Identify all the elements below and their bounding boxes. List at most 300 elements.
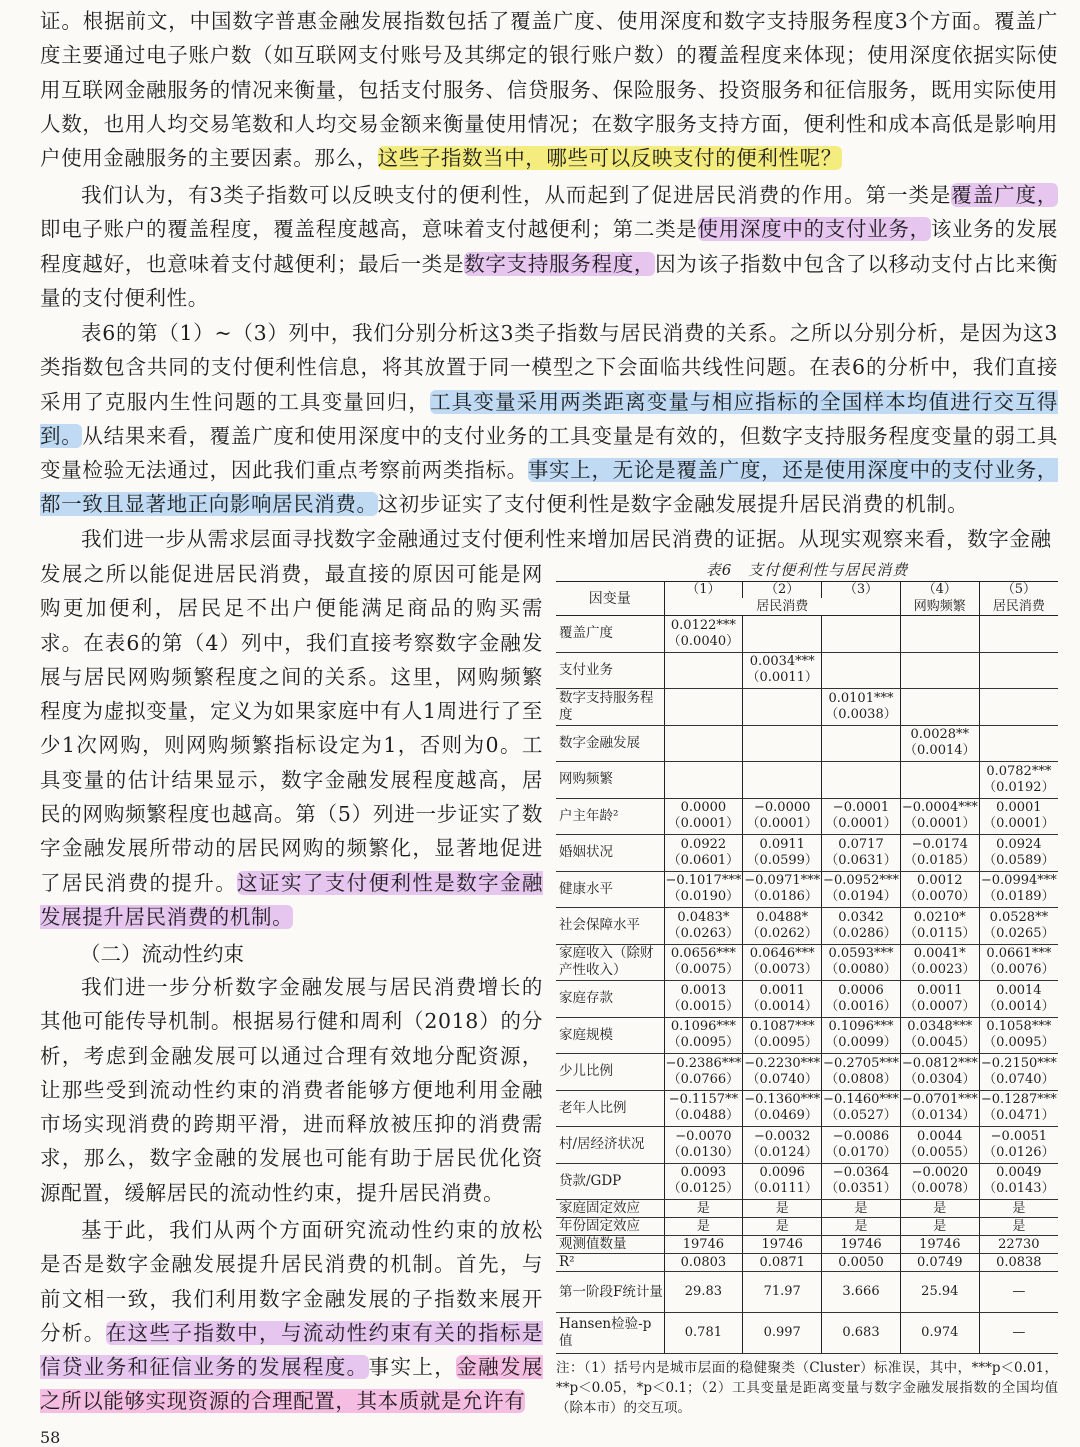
col-num: （5） bbox=[979, 582, 1058, 599]
table-cell bbox=[664, 616, 743, 653]
standard-error: （0.0124） bbox=[746, 1144, 818, 1160]
table-cell bbox=[822, 689, 901, 726]
coefficient: 0.0101*** bbox=[828, 690, 894, 706]
standard-error: （0.0130） bbox=[667, 1144, 740, 1160]
coefficient: −0.2230*** bbox=[744, 1055, 821, 1071]
standard-error: （0.0014） bbox=[904, 743, 976, 759]
paragraph-4: 我们进一步从需求层面寻找数字金融通过支付便利性来增加居民消费的证据。从现实观察来看，数字金融 bbox=[81, 527, 1052, 551]
standard-error: （0.0055） bbox=[904, 1144, 976, 1160]
table-cell bbox=[822, 908, 901, 945]
table-cell bbox=[664, 725, 743, 762]
table-cell: 0.0050 bbox=[822, 1254, 901, 1272]
standard-error: （0.0016） bbox=[825, 998, 897, 1014]
standard-error: （0.0076） bbox=[983, 962, 1055, 978]
table-cell: 25.94 bbox=[900, 1272, 979, 1313]
table-cell bbox=[900, 689, 979, 726]
table-cell: 是 bbox=[743, 1200, 822, 1218]
table-row bbox=[556, 1236, 1058, 1254]
text: 从结果来看，覆盖广度和使用深度中的支付业务的工具变量是有效的，但数字支持服务程度变量的弱工具变量检验无法通过，因此我们重点考察前两类指标。 bbox=[40, 423, 1058, 483]
standard-error: （0.0766） bbox=[667, 1071, 740, 1087]
highlight-blue: 工具变量采用两类距离变量与相应指标的全国样本均值进行交互得到。 bbox=[40, 389, 1058, 448]
coefficient: 0.1058*** bbox=[986, 1019, 1052, 1035]
row-label: 网购频繁 bbox=[556, 762, 664, 799]
table-cell bbox=[822, 798, 901, 835]
coefficient: −0.2386*** bbox=[665, 1055, 742, 1071]
table-cell bbox=[822, 981, 901, 1018]
text: 基于此，我们从两个方面研究流动性约束的放松是否是数字金融发展提升居民消费的机制。首先，与前文相一致，我们利用数字金融发展的子指数来展开分析。 bbox=[40, 1218, 543, 1345]
table-cell bbox=[664, 762, 743, 799]
row-label: 年份固定效应 bbox=[556, 1218, 664, 1236]
table-row bbox=[556, 1127, 1058, 1164]
coefficient: 0.0013 bbox=[680, 982, 727, 998]
coefficient: −0.0051 bbox=[990, 1128, 1048, 1144]
table-cell bbox=[743, 981, 822, 1018]
row-label: 户主年龄² bbox=[556, 798, 664, 835]
row-label: 观测值数量 bbox=[556, 1236, 664, 1254]
table-cell bbox=[664, 1017, 743, 1054]
table-cell bbox=[900, 908, 979, 945]
table-cell bbox=[979, 981, 1058, 1018]
table-cell bbox=[900, 762, 979, 799]
table-cell bbox=[822, 762, 901, 799]
table-cell: 19746 bbox=[822, 1236, 901, 1254]
standard-error: （0.0194） bbox=[825, 889, 897, 905]
standard-error: （0.0040） bbox=[667, 633, 740, 649]
coefficient: −0.0701*** bbox=[901, 1092, 978, 1108]
table-row bbox=[556, 798, 1058, 835]
row-label: 社会保障水平 bbox=[556, 908, 664, 945]
table-cell bbox=[900, 1163, 979, 1200]
table-6 bbox=[556, 559, 1058, 1354]
standard-error: （0.0011） bbox=[746, 670, 818, 686]
standard-error: （0.0351） bbox=[825, 1181, 897, 1197]
coefficient: −0.1360*** bbox=[744, 1092, 821, 1108]
coefficient: −0.0812*** bbox=[901, 1055, 978, 1071]
standard-error: （0.0095） bbox=[667, 1035, 740, 1051]
coefficient: 0.0049 bbox=[996, 1165, 1042, 1181]
col-num: （3） bbox=[822, 582, 901, 599]
table-cell bbox=[743, 835, 822, 872]
table-cell bbox=[743, 762, 822, 799]
table-cell bbox=[979, 616, 1058, 653]
table-cell bbox=[979, 652, 1058, 689]
table-caption: 表6 支付便利性与居民消费 bbox=[705, 561, 909, 579]
table-cell bbox=[743, 871, 822, 908]
standard-error: （0.0527） bbox=[825, 1108, 897, 1124]
table-cell bbox=[900, 981, 979, 1018]
dep-group: 居民消费 bbox=[664, 598, 900, 616]
coefficient: −0.0020 bbox=[911, 1165, 968, 1181]
table-cell bbox=[979, 798, 1058, 835]
coefficient: 0.0000 bbox=[680, 800, 727, 816]
table-cell bbox=[664, 1163, 743, 1200]
coefficient: −0.1460*** bbox=[823, 1092, 899, 1108]
table-cell bbox=[822, 725, 901, 762]
coefficient: −0.0000 bbox=[754, 800, 811, 816]
standard-error: （0.0007） bbox=[904, 998, 976, 1014]
table-cell bbox=[822, 944, 901, 981]
coefficient: 0.0034*** bbox=[749, 654, 815, 670]
row-label: 老年人比例 bbox=[556, 1090, 664, 1127]
table-cell: 是 bbox=[979, 1218, 1058, 1236]
standard-error: （0.0286） bbox=[825, 925, 897, 941]
table-cell bbox=[979, 689, 1058, 726]
standard-error: （0.0014） bbox=[983, 998, 1055, 1014]
row-label: 数字金融发展 bbox=[556, 725, 664, 762]
table-cell bbox=[664, 652, 743, 689]
standard-error: （0.0190） bbox=[667, 889, 740, 905]
coefficient: −0.0971*** bbox=[744, 873, 821, 889]
table-cell bbox=[822, 616, 901, 653]
standard-error: （0.0263） bbox=[667, 925, 740, 941]
table-cell bbox=[979, 725, 1058, 762]
col-num: （2） bbox=[743, 582, 822, 599]
table-cell: 是 bbox=[743, 1218, 822, 1236]
standard-error: （0.0185） bbox=[904, 852, 976, 868]
table-cell: — bbox=[979, 1272, 1058, 1313]
table-cell: 是 bbox=[822, 1200, 901, 1218]
row-label: 家庭存款 bbox=[556, 981, 664, 1018]
standard-error: （0.0095） bbox=[746, 1035, 818, 1051]
standard-error: （0.0075） bbox=[667, 962, 740, 978]
table-cell: 是 bbox=[900, 1218, 979, 1236]
table-cell bbox=[900, 1090, 979, 1127]
row-label: 家庭规模 bbox=[556, 1017, 664, 1054]
table-cell bbox=[900, 835, 979, 872]
table-cell bbox=[664, 871, 743, 908]
coefficient: 0.0014 bbox=[996, 982, 1042, 998]
standard-error: （0.0601） bbox=[667, 852, 740, 868]
coefficient: 0.0001 bbox=[996, 800, 1042, 816]
text: 即电子账户的覆盖程度，覆盖程度越高，意味着支付越便利；第二类是 bbox=[40, 217, 698, 242]
table-cell: 0.0749 bbox=[900, 1254, 979, 1272]
coefficient: 0.0717 bbox=[838, 836, 884, 852]
row-label: 覆盖广度 bbox=[556, 616, 664, 653]
highlight-purple: 这证实了支付便利性是数字金融发展提升居民消费的机制。 bbox=[40, 870, 543, 929]
standard-error: （0.0001） bbox=[825, 816, 897, 832]
coefficient: 0.0028** bbox=[910, 727, 970, 743]
coefficient: 0.0922 bbox=[680, 836, 727, 852]
table-cell bbox=[822, 1090, 901, 1127]
table-cell bbox=[900, 871, 979, 908]
coefficient: 0.0488* bbox=[756, 909, 809, 925]
table-cell bbox=[900, 798, 979, 835]
coefficient: 0.0646*** bbox=[749, 946, 815, 962]
col-num: （4） bbox=[900, 582, 979, 599]
table-cell: — bbox=[979, 1313, 1058, 1354]
standard-error: （0.0115） bbox=[904, 925, 976, 941]
standard-error: （0.0073） bbox=[746, 962, 818, 978]
coefficient: −0.2150*** bbox=[980, 1055, 1057, 1071]
table-cell bbox=[979, 1090, 1058, 1127]
table-cell bbox=[822, 1054, 901, 1091]
table-cell: 0.0803 bbox=[664, 1254, 743, 1272]
table-cell bbox=[900, 1017, 979, 1054]
standard-error: （0.0038） bbox=[825, 706, 897, 722]
standard-error: （0.0192） bbox=[983, 779, 1055, 795]
standard-error: （0.0808） bbox=[825, 1071, 897, 1087]
coefficient: 0.1096*** bbox=[670, 1019, 736, 1035]
table-cell: 29.83 bbox=[664, 1272, 743, 1313]
dep-group: 居民消费 bbox=[979, 598, 1058, 616]
table-cell bbox=[979, 1127, 1058, 1164]
standard-error: （0.0134） bbox=[904, 1108, 976, 1124]
table-row bbox=[556, 981, 1058, 1018]
table-row bbox=[556, 1054, 1058, 1091]
table-cell bbox=[822, 1163, 901, 1200]
coefficient: 0.1087*** bbox=[749, 1019, 815, 1035]
standard-error: （0.0001） bbox=[904, 816, 976, 832]
row-label: 婚姻状况 bbox=[556, 835, 664, 872]
paragraph-3 bbox=[40, 316, 1058, 522]
table-cell bbox=[822, 1127, 901, 1164]
coefficient: −0.0364 bbox=[832, 1165, 890, 1181]
table-cell bbox=[900, 944, 979, 981]
table-cell bbox=[743, 1017, 822, 1054]
standard-error: （0.0080） bbox=[825, 962, 897, 978]
text: 这初步证实了支付便利性是数字金融发展提升居民消费的机制。 bbox=[377, 492, 969, 517]
coefficient: −0.1017*** bbox=[665, 873, 742, 889]
table-cell bbox=[743, 908, 822, 945]
table-cell: 19746 bbox=[743, 1236, 822, 1254]
coefficient: −0.1157** bbox=[668, 1092, 739, 1108]
table-row bbox=[556, 1254, 1058, 1272]
paragraph-4-continued bbox=[40, 557, 543, 934]
table-cell bbox=[664, 689, 743, 726]
coefficient: 0.0093 bbox=[680, 1165, 727, 1181]
standard-error: （0.0111） bbox=[746, 1181, 818, 1197]
table-row bbox=[556, 689, 1058, 726]
coefficient: 0.0782*** bbox=[986, 763, 1052, 779]
row-label: 支付业务 bbox=[556, 652, 664, 689]
row-label: 贷款/GDP bbox=[556, 1163, 664, 1200]
table-cell bbox=[743, 1090, 822, 1127]
row-label: 家庭固定效应 bbox=[556, 1200, 664, 1218]
table-cell bbox=[743, 1163, 822, 1200]
table-row bbox=[556, 835, 1058, 872]
standard-error: （0.0189） bbox=[983, 889, 1055, 905]
page-number: 58 bbox=[40, 1428, 61, 1447]
highlight-purple: 使用深度中的支付业务， bbox=[697, 217, 931, 242]
coefficient: −0.0086 bbox=[832, 1128, 890, 1144]
table-cell bbox=[979, 1017, 1058, 1054]
paragraph-5: 我们进一步分析数字金融发展与居民消费增长的其他可能传导机制。根据易行健和周利（2018）的分析，考虑到金融发展可以通过合理有效地分配资源，让那些受到流动性约束的消费者能够方便地利用金融市场实现消费的跨期平滑，进而释放被压抑的消费需求，那么，数字金融的发展也可能有助于居民优化资源配置，缓解居民的流动性约束，提升居民消费。 bbox=[40, 975, 543, 1205]
table-cell: 0.683 bbox=[822, 1313, 901, 1354]
coefficient: −0.0032 bbox=[754, 1128, 811, 1144]
coefficient: −0.0994*** bbox=[980, 873, 1057, 889]
table-cell bbox=[664, 798, 743, 835]
table-row bbox=[556, 1313, 1058, 1354]
text: 该业务的发展程度越好，也意味着支付越便利；最后一类是 bbox=[40, 217, 1058, 276]
text: 证。根据前文，中国数字普惠金融发展指数包括了覆盖广度、使用深度和数字支持服务程度3个方面。覆盖广度主要通过电子账户数（如互联网支付账号及其绑定的银行账户数）的覆盖程度来体现；使用深度依据实际使用互联网金融服务的情况来衡量，包括支付服务、信贷服务、保险服务、投资服务和征信服务，既用实际使用人数，也用人均交易笔数和人均交易金额来衡量使用情况；在数字服务支持方面，便利性和成本高低是影响用户使用金融服务的主要因素。那么， bbox=[40, 9, 1058, 171]
table-row bbox=[556, 908, 1058, 945]
table-cell bbox=[664, 1090, 743, 1127]
table-cell: 是 bbox=[664, 1218, 743, 1236]
coefficient: −0.0070 bbox=[675, 1128, 732, 1144]
col-num: （1） bbox=[664, 582, 743, 599]
table-cell: 71.97 bbox=[743, 1272, 822, 1313]
table-row bbox=[556, 1090, 1058, 1127]
coefficient: 0.0924 bbox=[996, 836, 1042, 852]
paragraph-2 bbox=[40, 178, 1058, 315]
table-cell bbox=[822, 1017, 901, 1054]
coefficient: 0.1096*** bbox=[828, 1019, 894, 1035]
row-label: 少儿比例 bbox=[556, 1054, 664, 1091]
standard-error: （0.0001） bbox=[983, 816, 1055, 832]
coefficient: 0.0911 bbox=[759, 836, 805, 852]
coefficient: 0.0041* bbox=[913, 946, 966, 962]
standard-error: （0.0126） bbox=[983, 1144, 1055, 1160]
standard-error: （0.0471） bbox=[983, 1108, 1055, 1124]
row-label: 第一阶段F统计量 bbox=[556, 1272, 664, 1313]
table-cell bbox=[979, 835, 1058, 872]
table-cell bbox=[979, 1054, 1058, 1091]
table-cell bbox=[900, 1054, 979, 1091]
standard-error: （0.0095） bbox=[983, 1035, 1055, 1051]
table-row bbox=[556, 725, 1058, 762]
coefficient: 0.0348*** bbox=[907, 1019, 973, 1035]
table-cell bbox=[664, 835, 743, 872]
table-cell bbox=[822, 652, 901, 689]
row-label: Hansen检验-p值 bbox=[556, 1313, 664, 1354]
table-cell: 0.997 bbox=[743, 1313, 822, 1354]
table-row bbox=[556, 762, 1058, 799]
paragraph-1 bbox=[40, 4, 1058, 175]
paragraph-6 bbox=[40, 1213, 543, 1419]
table-row bbox=[556, 616, 1058, 653]
coefficient: 0.0096 bbox=[759, 1165, 805, 1181]
standard-error: （0.0265） bbox=[983, 925, 1055, 941]
table-cell bbox=[664, 944, 743, 981]
table-cell bbox=[900, 652, 979, 689]
text: 因为该子指数中包含了以移动支付占比来衡量的支付便利性。 bbox=[40, 251, 1059, 310]
table-cell bbox=[664, 908, 743, 945]
coefficient: 0.0342 bbox=[838, 909, 884, 925]
standard-error: （0.0740） bbox=[983, 1071, 1055, 1087]
table-row bbox=[556, 652, 1058, 689]
table-cell bbox=[743, 1054, 822, 1091]
coefficient: 0.0006 bbox=[838, 982, 884, 998]
table-cell bbox=[743, 616, 822, 653]
dep-var-header: 因变量 bbox=[556, 582, 664, 616]
highlight-blue: 事实上，无论是覆盖广度，还是使用深度中的支付业务，都一致且显著地正向影响居民消费。 bbox=[40, 458, 1058, 517]
coefficient: −0.1287*** bbox=[980, 1092, 1057, 1108]
table-cell bbox=[743, 1127, 822, 1164]
table-cell bbox=[979, 908, 1058, 945]
table-cell: 0.0838 bbox=[979, 1254, 1058, 1272]
table-cell bbox=[979, 762, 1058, 799]
row-label: 家庭收入（除财产性收入） bbox=[556, 944, 664, 981]
highlight-purple: 覆盖广度， bbox=[951, 183, 1059, 207]
coefficient: 0.0661*** bbox=[986, 946, 1052, 962]
standard-error: （0.0631） bbox=[825, 852, 897, 868]
standard-error: （0.0045） bbox=[904, 1035, 976, 1051]
table-cell: 是 bbox=[822, 1218, 901, 1236]
row-label: 数字支持服务程度 bbox=[556, 689, 664, 726]
table-cell bbox=[743, 689, 822, 726]
standard-error: （0.0469） bbox=[746, 1108, 818, 1124]
standard-error: （0.0001） bbox=[667, 816, 740, 832]
text: 我们认为，有3类子指数可以反映支付的便利性，从而起到了促进居民消费的作用。第一类是 bbox=[81, 183, 952, 207]
standard-error: （0.0125） bbox=[667, 1181, 740, 1197]
row-label: 村/居经济状况 bbox=[556, 1127, 664, 1164]
table-row bbox=[556, 871, 1058, 908]
table-cell: 是 bbox=[979, 1200, 1058, 1218]
table-cell bbox=[743, 944, 822, 981]
standard-error: （0.0014） bbox=[746, 998, 818, 1014]
coefficient: −0.0174 bbox=[911, 836, 968, 852]
row-label: R² bbox=[556, 1254, 664, 1272]
standard-error: （0.0170） bbox=[825, 1144, 897, 1160]
table-row bbox=[556, 1200, 1058, 1218]
coefficient: 0.0122*** bbox=[670, 617, 736, 633]
table-cell bbox=[664, 981, 743, 1018]
table-row bbox=[556, 1272, 1058, 1313]
coefficient: 0.0012 bbox=[917, 873, 963, 889]
table-cell bbox=[900, 616, 979, 653]
standard-error: （0.0488） bbox=[667, 1108, 740, 1124]
table-cell bbox=[822, 871, 901, 908]
coefficient: 0.0011 bbox=[917, 982, 963, 998]
table-cell: 0.0871 bbox=[743, 1254, 822, 1272]
standard-error: （0.0599） bbox=[746, 852, 818, 868]
standard-error: （0.0015） bbox=[667, 998, 740, 1014]
coefficient: −0.0952*** bbox=[823, 873, 899, 889]
highlight-yellow: 这些子指数当中，哪些可以反映支付的便利性呢？ bbox=[377, 146, 842, 171]
table-note: 注：（1）括号内是城市层面的稳健聚类（Cluster）标准误，其中，***p＜0.01，**p＜0.05，*p＜0.1；（2）工具变量是距离变量与数字金融发展指数的全国均值（除本市）的交互项。 bbox=[556, 1360, 1058, 1416]
table-cell bbox=[743, 725, 822, 762]
table-cell: 19746 bbox=[900, 1236, 979, 1254]
table-cell: 22730 bbox=[979, 1236, 1058, 1254]
regression-table bbox=[556, 581, 1058, 1354]
table-cell bbox=[900, 725, 979, 762]
standard-error: （0.0740） bbox=[746, 1071, 818, 1087]
text: 发展之所以能促进居民消费，最直接的原因可能是网购更加便利，居民足不出户便能满足商品的购买需求。在表6的第（4）列中，我们直接考察数字金融发展与居民网购频繁程度之间的关系。这里，网购频繁程度为虚拟变量，定义为如果家庭中有人1周进行了至少1次网购，则网购频繁指标设定为1，否则为0。工具变量的估计结果显示，数字金融发展程度越高，居民的网购频繁程度也越高。第（5）列进一步证实了数字金融发展所带动的居民网购的频繁化，显著地促进了居民消费的提升。 bbox=[40, 562, 543, 895]
text: 事实上， bbox=[368, 1355, 457, 1380]
standard-error: （0.0001） bbox=[746, 816, 818, 832]
coefficient: 0.0011 bbox=[759, 982, 805, 998]
standard-error: （0.0099） bbox=[825, 1035, 897, 1051]
table-cell bbox=[979, 871, 1058, 908]
table-row bbox=[556, 1017, 1058, 1054]
standard-error: （0.0070） bbox=[904, 889, 976, 905]
row-label: 健康水平 bbox=[556, 871, 664, 908]
standard-error: （0.0589） bbox=[983, 852, 1055, 868]
table-cell: 0.781 bbox=[664, 1313, 743, 1354]
highlight-pink: 金融发展之所以能够实现资源的合理配置，其本质就是允许有 bbox=[40, 1355, 543, 1414]
table-cell bbox=[979, 944, 1058, 981]
table-cell: 3.666 bbox=[822, 1272, 901, 1313]
coefficient: −0.0001 bbox=[832, 800, 890, 816]
standard-error: （0.0304） bbox=[904, 1071, 976, 1087]
highlight-purple: 数字支持服务程度， bbox=[464, 251, 656, 276]
standard-error: （0.0186） bbox=[746, 889, 818, 905]
coefficient: −0.0004*** bbox=[901, 800, 978, 816]
table-row bbox=[556, 1218, 1058, 1236]
table-cell bbox=[743, 798, 822, 835]
standard-error: （0.0023） bbox=[904, 962, 976, 978]
highlight-purple: 在这些子指数中，与流动性约束有关的指标是信贷业务和征信业务的发展程度。 bbox=[40, 1320, 543, 1380]
table-cell bbox=[664, 1054, 743, 1091]
table-cell bbox=[822, 835, 901, 872]
standard-error: （0.0078） bbox=[904, 1181, 976, 1197]
text: 表6的第（1）~（3）列中，我们分别分析这3类子指数与居民消费的关系。之所以分别分析，是因为这3类指数包含共同的支付便利性信息，将其放置于同一模型之下会面临共线性问题。在表6的分析中，我们直接采用了克服内生性问题的工具变量回归， bbox=[40, 321, 1058, 414]
coefficient: 0.0044 bbox=[917, 1128, 963, 1144]
coefficient: 0.0593*** bbox=[828, 946, 894, 962]
table-cell bbox=[979, 1163, 1058, 1200]
dep-group: 网购频繁 bbox=[900, 598, 979, 616]
table-cell bbox=[900, 1127, 979, 1164]
